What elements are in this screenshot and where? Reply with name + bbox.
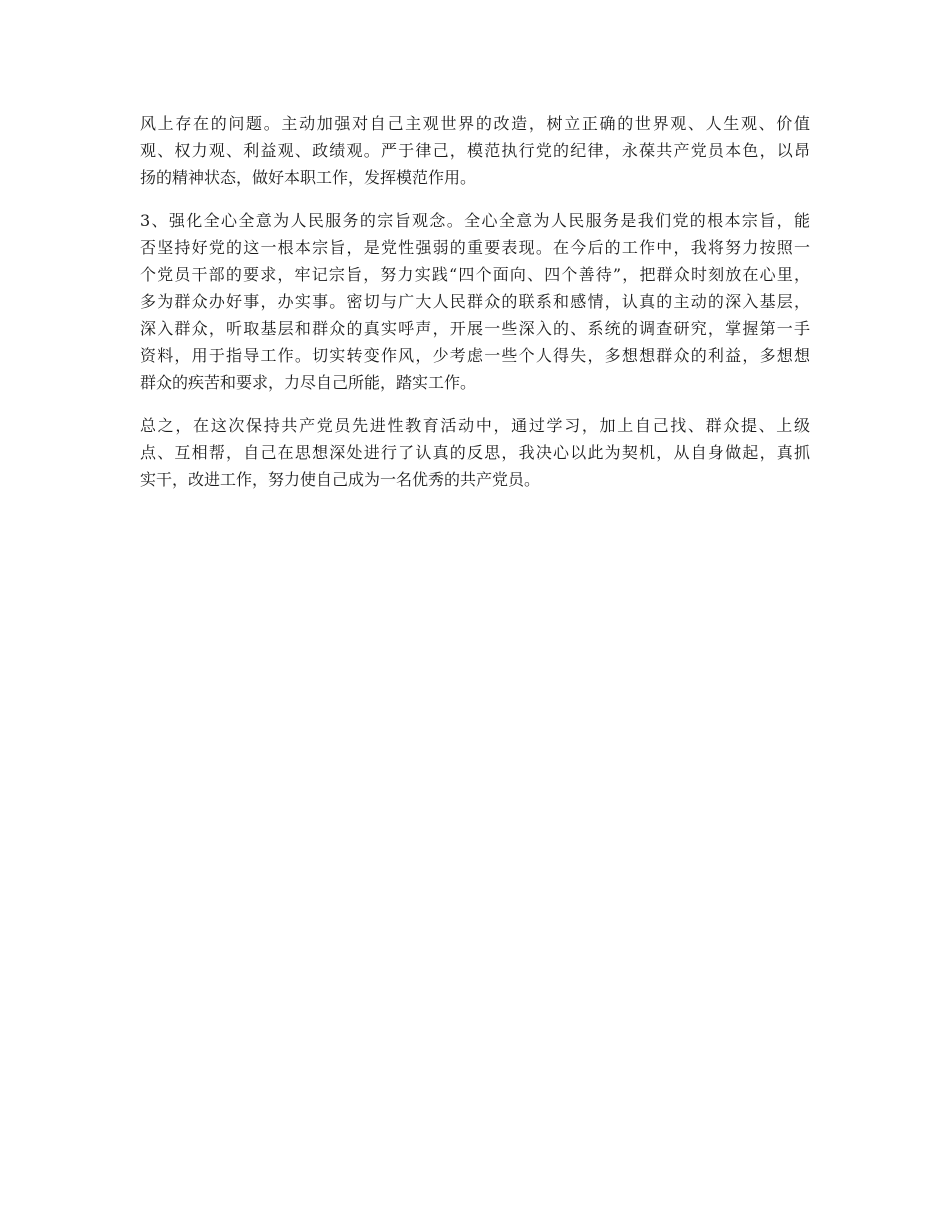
paragraph-line: 资料，用于指导工作。切实转变作风，少考虑一些个人得失，多想想群众的利益，多想想 [140,346,810,365]
paragraph-line: 点、互相帮，自己在思想深处进行了认真的反思，我决心以此为契机，从自身做起，真抓 [140,443,810,462]
paragraph-line: 否坚持好党的这一根本宗旨，是党性强弱的重要表现。在今后的工作中，我将努力按照一 [140,238,810,257]
paragraph-line: 群众的疾苦和要求，力尽自己所能，踏实工作。 [140,373,477,392]
paragraph-1 [140,110,810,191]
paragraph-line: 总之，在这次保持共产党员先进性教育活动中，通过学习，加上自己找、群众提、上级 [140,416,810,435]
document-body [140,110,810,509]
paragraph-2 [140,207,810,396]
paragraph-line: 3、强化全心全意为人民服务的宗旨观念。全心全意为人民服务是我们党的根本宗旨，能 [140,211,810,230]
paragraph-line: 个党员干部的要求，牢记宗旨，努力实践“四个面向、四个善待”，把群众时刻放在心里， [140,265,810,284]
paragraph-line: 观、权力观、利益观、政绩观。严于律己，模范执行党的纪律，永葆共产党员本色，以昂 [140,141,810,160]
paragraph-3 [140,412,810,493]
paragraph-line: 多为群众办好事，办实事。密切与广大人民群众的联系和感情，认真的主动的深入基层， [140,292,810,311]
paragraph-line: 风上存在的问题。主动加强对自己主观世界的改造，树立正确的世界观、人生观、价值 [140,114,810,133]
paragraph-line: 扬的精神状态，做好本职工作，发挥模范作用。 [140,168,477,187]
paragraph-line: 实干，改进工作，努力使自己成为一名优秀的共产党员。 [140,470,541,489]
paragraph-line: 深入群众，听取基层和群众的真实呼声，开展一些深入的、系统的调查研究，掌握第一手 [140,319,810,338]
